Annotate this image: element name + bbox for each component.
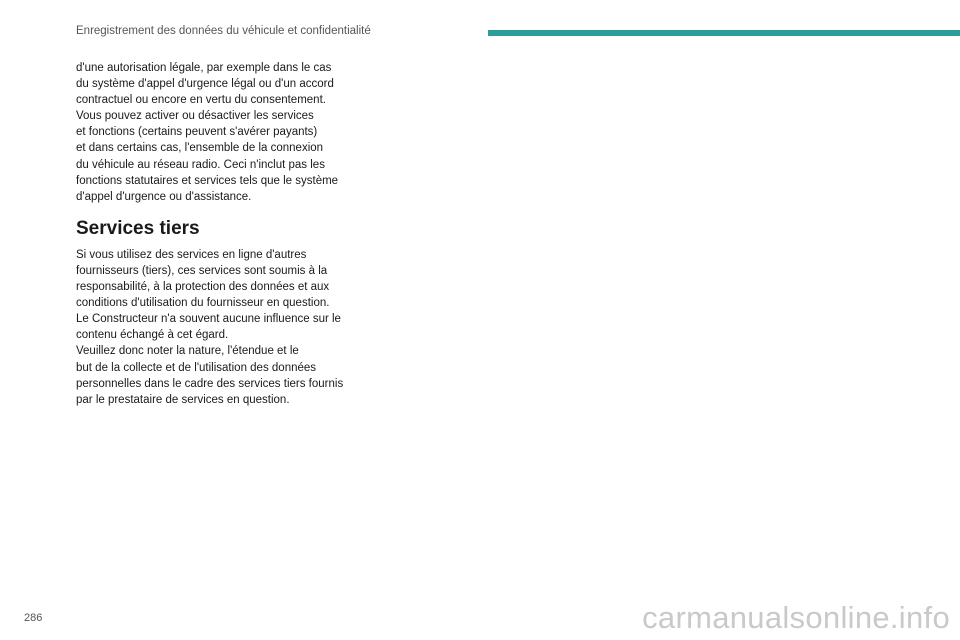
intro-line: du véhicule au réseau radio. Ceci n'inclut pas les [76, 158, 325, 171]
section-paragraph [76, 247, 376, 408]
intro-paragraph [76, 60, 376, 205]
section-line: Si vous utilisez des services en ligne d'autres [76, 248, 307, 261]
section-line: but de la collecte et de l'utilisation des données [76, 361, 317, 374]
intro-line: Vous pouvez activer ou désactiver les services [76, 110, 314, 123]
section-line: fournisseurs (tiers), ces services sont soumis à la [76, 264, 328, 277]
section-line: par le prestataire de services en question. [76, 393, 290, 406]
section-line: conditions d'utilisation du fournisseur en question. [76, 297, 330, 310]
text-column [76, 60, 376, 408]
intro-line: fonctions statutaires et services tels que le système [76, 174, 339, 187]
section-line: contenu échangé à cet égard. [76, 329, 229, 342]
intro-line: et fonctions (certains peuvent s'avérer payants) [76, 126, 318, 139]
section-line: responsabilité, à la protection des données et aux [76, 281, 330, 294]
section-heading: Services tiers [76, 217, 200, 239]
section-line: Le Constructeur n'a souvent aucune influence sur le [76, 313, 341, 326]
watermark: carmanualsonline.info [642, 600, 950, 635]
intro-line: d'une autorisation légale, par exemple dans le cas [76, 62, 332, 74]
section-line: personnelles dans le cadre des services tiers fournis [76, 377, 344, 390]
running-header: Enregistrement des données du véhicule et confidentialité [76, 25, 371, 37]
intro-line: du système d'appel d'urgence légal ou d'un accord [76, 78, 334, 91]
header-accent-bar [488, 30, 960, 36]
section-line: Veuillez donc noter la nature, l'étendue et le [76, 345, 299, 358]
intro-line: contractuel ou encore en vertu du consentement. [76, 94, 326, 107]
page-number: 286 [24, 612, 43, 624]
intro-line: et dans certains cas, l'ensemble de la connexion [76, 142, 324, 155]
intro-line: d'appel d'urgence ou d'assistance. [76, 190, 252, 203]
